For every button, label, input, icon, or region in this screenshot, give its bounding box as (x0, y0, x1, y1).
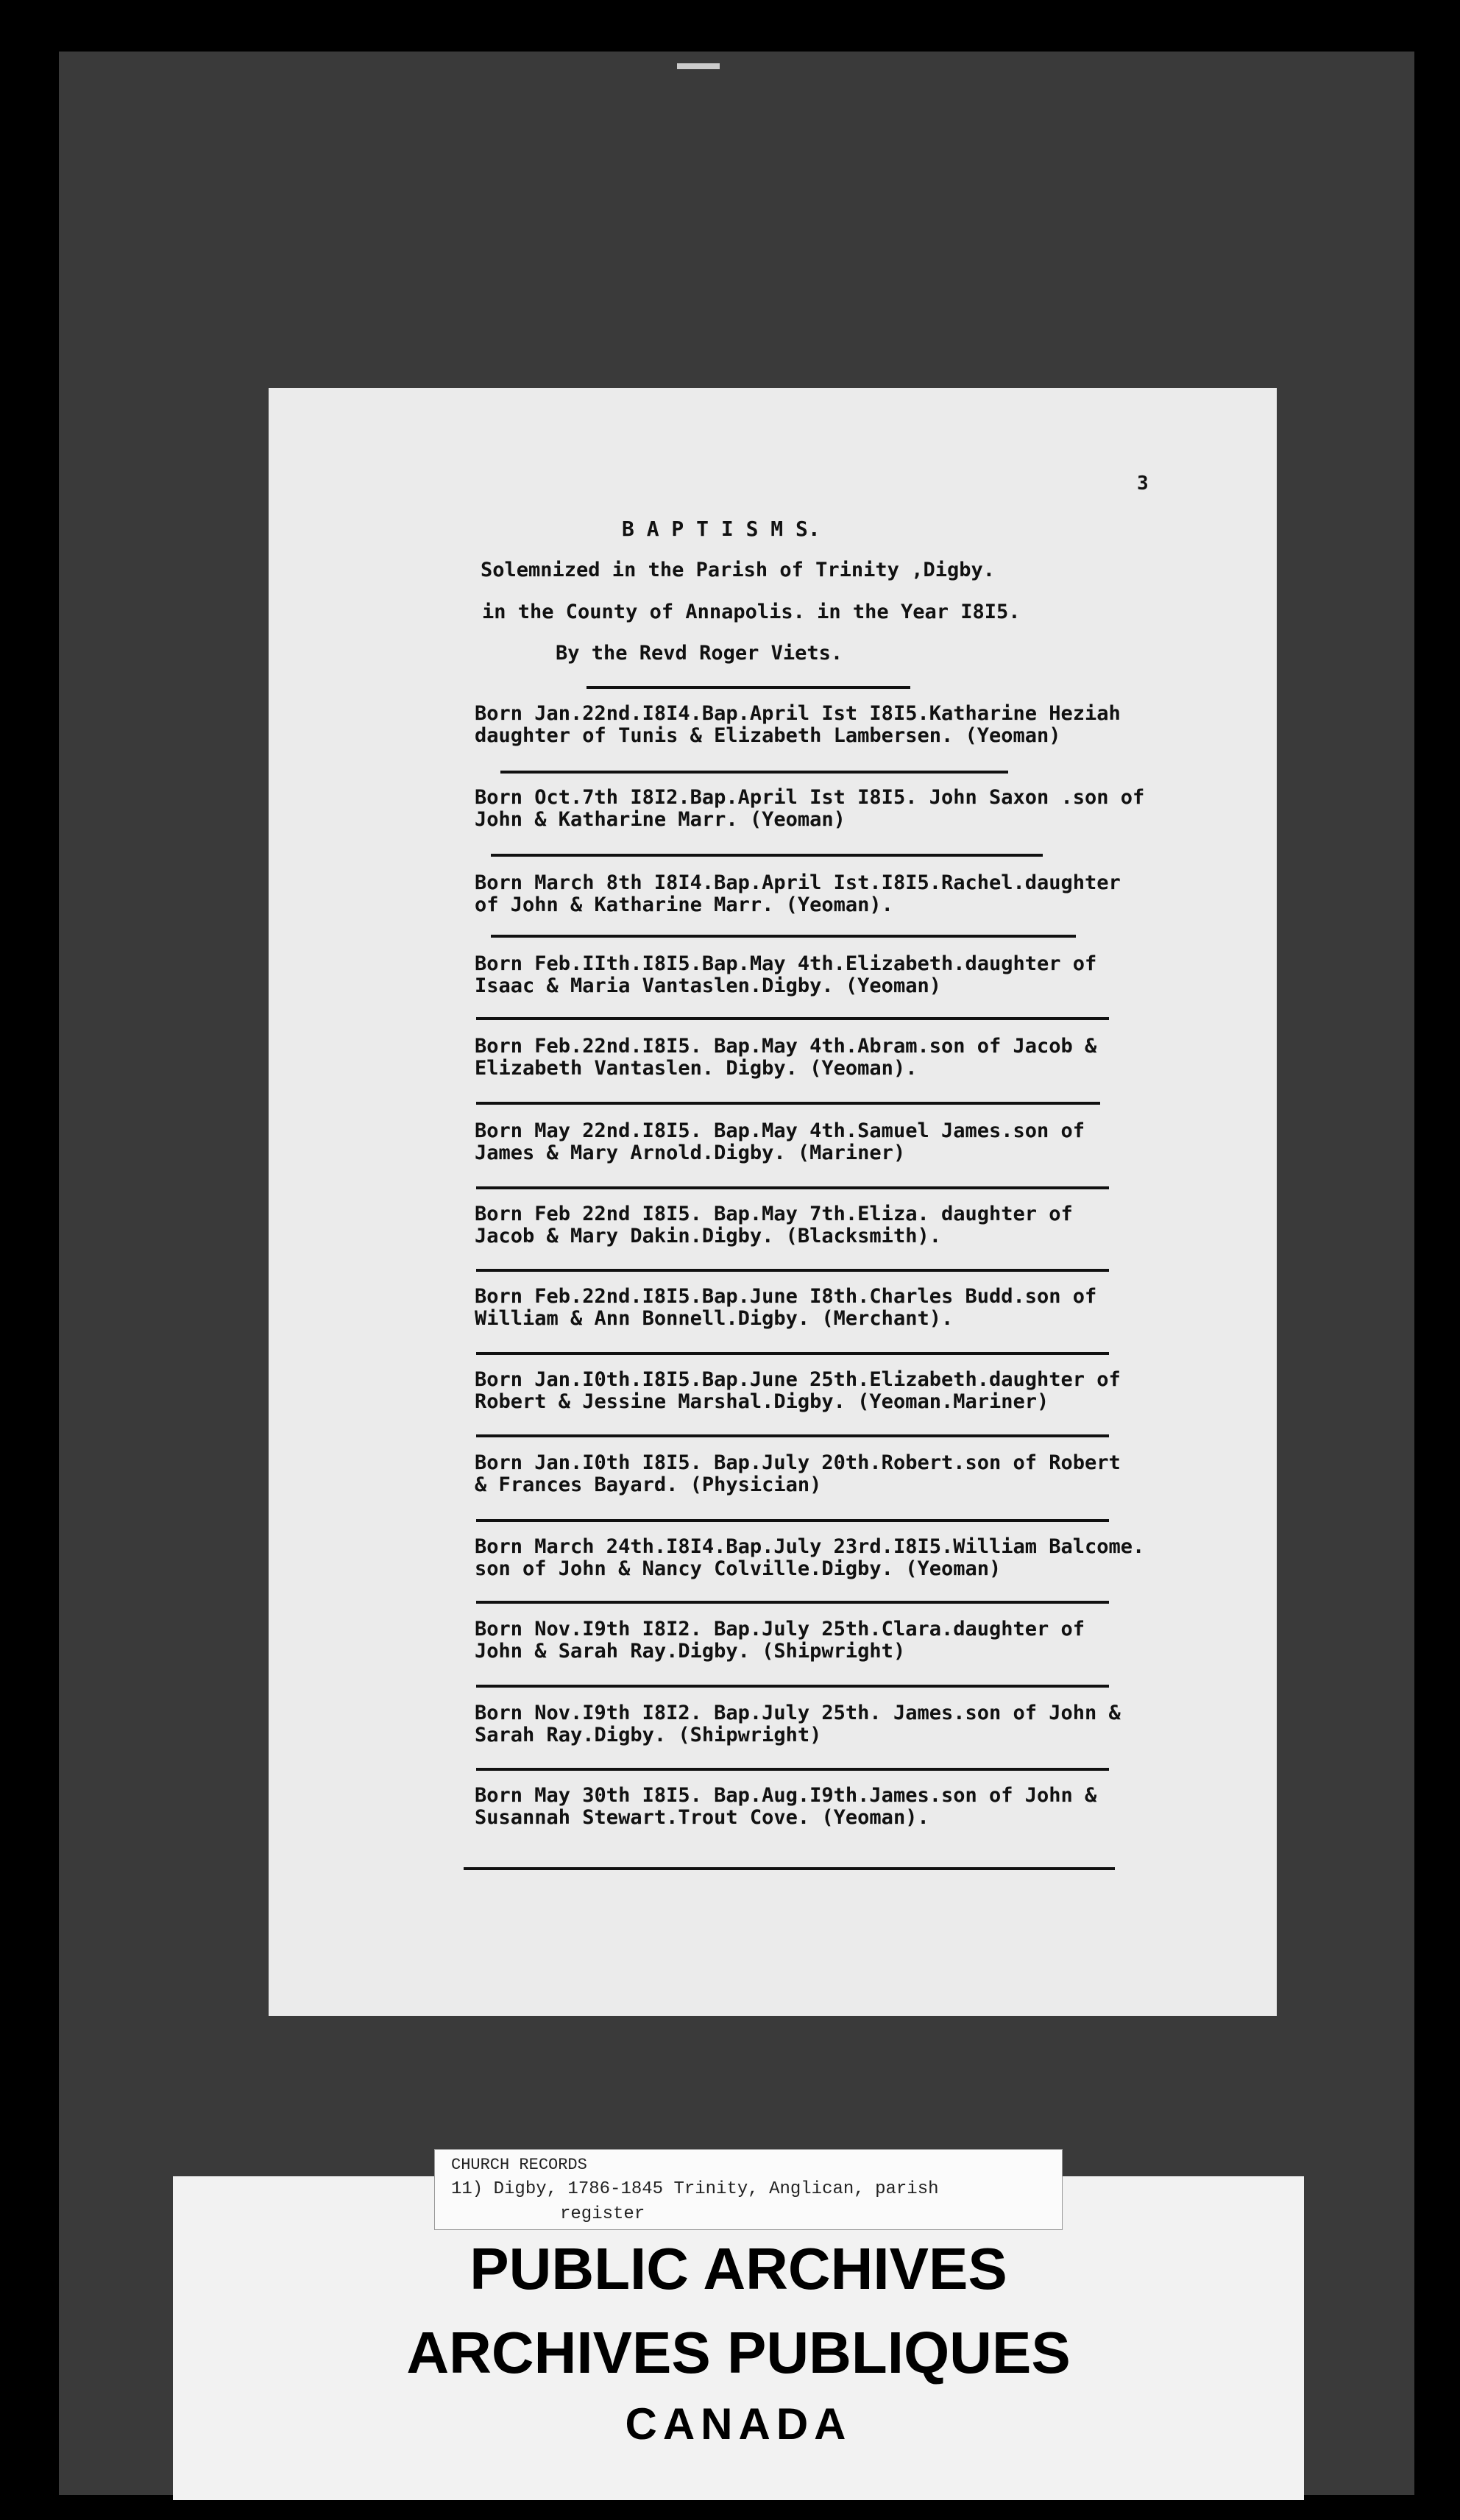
entry-rule (491, 854, 1043, 857)
baptism-entry (475, 1120, 1240, 1164)
baptism-entry (475, 1203, 1240, 1247)
baptism-entry (475, 1702, 1240, 1746)
page-title: B A P T I S M S. (622, 517, 821, 541)
entry-line: Born Feb.22nd.I8I5.Bap.June I8th.Charles Budd.son of (475, 1285, 1097, 1308)
entry-line: Born Nov.I9th I8I2. Bap.July 25th.Clara.daughter of (475, 1618, 1085, 1641)
baptism-entry (475, 1452, 1240, 1496)
entry-rule (476, 1768, 1109, 1771)
page-number: 3 (1137, 473, 1149, 495)
header-rule (587, 686, 910, 689)
baptism-entry (475, 1369, 1240, 1413)
baptism-entry (475, 1536, 1240, 1580)
entry-rule (476, 1102, 1100, 1105)
baptism-entry (475, 703, 1240, 747)
catalog-card (434, 2149, 1063, 2230)
entry-line: Born March 24th.I8I4.Bap.July 23rd.I8I5.William Balcome. (475, 1535, 1145, 1558)
baptism-entry (475, 953, 1240, 997)
entry-line: Born May 30th I8I5. Bap.Aug.I9th.James.son of John & (475, 1784, 1097, 1807)
entry-rule (491, 935, 1076, 938)
baptism-entry (475, 787, 1240, 831)
entry-line: Elizabeth Vantaslen. Digby. (Yeoman). (475, 1057, 918, 1080)
entry-line: John & Sarah Ray.Digby. (Shipwright) (475, 1640, 906, 1663)
entry-line: Born May 22nd.I8I5. Bap.May 4th.Samuel James.son of (475, 1119, 1085, 1142)
entry-rule (476, 1186, 1109, 1189)
entry-rule (464, 1867, 1115, 1870)
entry-line: Born Nov.I9th I8I2. Bap.July 25th. James.son of John & (475, 1702, 1121, 1724)
top-tab-mark (677, 63, 720, 69)
entry-line: & Frances Bayard. (Physician) (475, 1473, 822, 1496)
baptism-entry (475, 1036, 1240, 1080)
entry-line: Born Feb.22nd.I8I5. Bap.May 4th.Abram.son of Jacob & (475, 1035, 1097, 1058)
minister-line: By the Revd Roger Viets. (556, 642, 843, 665)
parish-line: Solemnized in the Parish of Trinity ,Digby. (481, 559, 995, 581)
entry-line: son of John & Nancy Colville.Digby. (Yeoman) (475, 1557, 1002, 1580)
entry-line: Born March 8th I8I4.Bap.April Ist.I8I5.Rachel.daughter (475, 871, 1121, 894)
baptism-entry (475, 872, 1240, 916)
entry-line: Born Feb.IIth.I8I5.Bap.May 4th.Elizabeth.daughter of (475, 952, 1097, 975)
entry-line: Born Jan.22nd.I8I4.Bap.April Ist I8I5.Katharine Heziah (475, 702, 1121, 725)
entry-rule (476, 1434, 1109, 1437)
card-category: CHURCH RECORDS (451, 2156, 587, 2174)
entry-rule (476, 1519, 1109, 1522)
entry-rule (500, 771, 1008, 774)
entry-line: Born Feb 22nd I8I5. Bap.May 7th.Eliza. daughter of (475, 1203, 1073, 1225)
archive-name-en: PUBLIC ARCHIVES (469, 2236, 1007, 2301)
entry-line: Born Jan.I0th I8I5. Bap.July 20th.Robert.son of Robert (475, 1451, 1121, 1474)
baptism-entry (475, 1618, 1240, 1663)
card-reference-cont: register (560, 2204, 645, 2224)
register-page (269, 388, 1277, 2016)
entry-line: of John & Katharine Marr. (Yeoman). (475, 893, 893, 916)
entry-rule (476, 1685, 1109, 1688)
entry-line: John & Katharine Marr. (Yeoman) (475, 808, 846, 831)
archive-name-fr: ARCHIVES PUBLIQUES (406, 2320, 1071, 2385)
entry-line: James & Mary Arnold.Digby. (Mariner) (475, 1142, 906, 1164)
baptism-entry (475, 1286, 1240, 1330)
entry-line: Sarah Ray.Digby. (Shipwright) (475, 1724, 822, 1746)
card-reference: 11) Digby, 1786-1845 Trinity, Anglican, parish (451, 2179, 939, 2199)
entry-line: William & Ann Bonnell.Digby. (Merchant). (475, 1307, 954, 1330)
entry-rule (476, 1269, 1109, 1272)
entry-line: Susannah Stewart.Trout Cove. (Yeoman). (475, 1806, 929, 1829)
entry-rule (476, 1352, 1109, 1355)
entry-line: Jacob & Mary Dakin.Digby. (Blacksmith). (475, 1225, 941, 1247)
entry-line: Born Jan.I0th.I8I5.Bap.June 25th.Elizabeth.daughter of (475, 1368, 1121, 1391)
archive-country: CANADA (625, 2399, 852, 2449)
entry-line: daughter of Tunis & Elizabeth Lambersen. (Yeoman) (475, 724, 1061, 747)
entry-line: Isaac & Maria Vantaslen.Digby. (Yeoman) (475, 974, 941, 997)
entry-line: Robert & Jessine Marshal.Digby. (Yeoman.Mariner) (475, 1390, 1049, 1413)
entry-rule (476, 1601, 1109, 1604)
entry-rule (476, 1017, 1109, 1020)
entry-line: Born Oct.7th I8I2.Bap.April Ist I8I5. John Saxon .son of (475, 786, 1145, 809)
baptism-entry (475, 1785, 1240, 1829)
county-line: in the County of Annapolis. in the Year I8I5. (482, 601, 1021, 623)
